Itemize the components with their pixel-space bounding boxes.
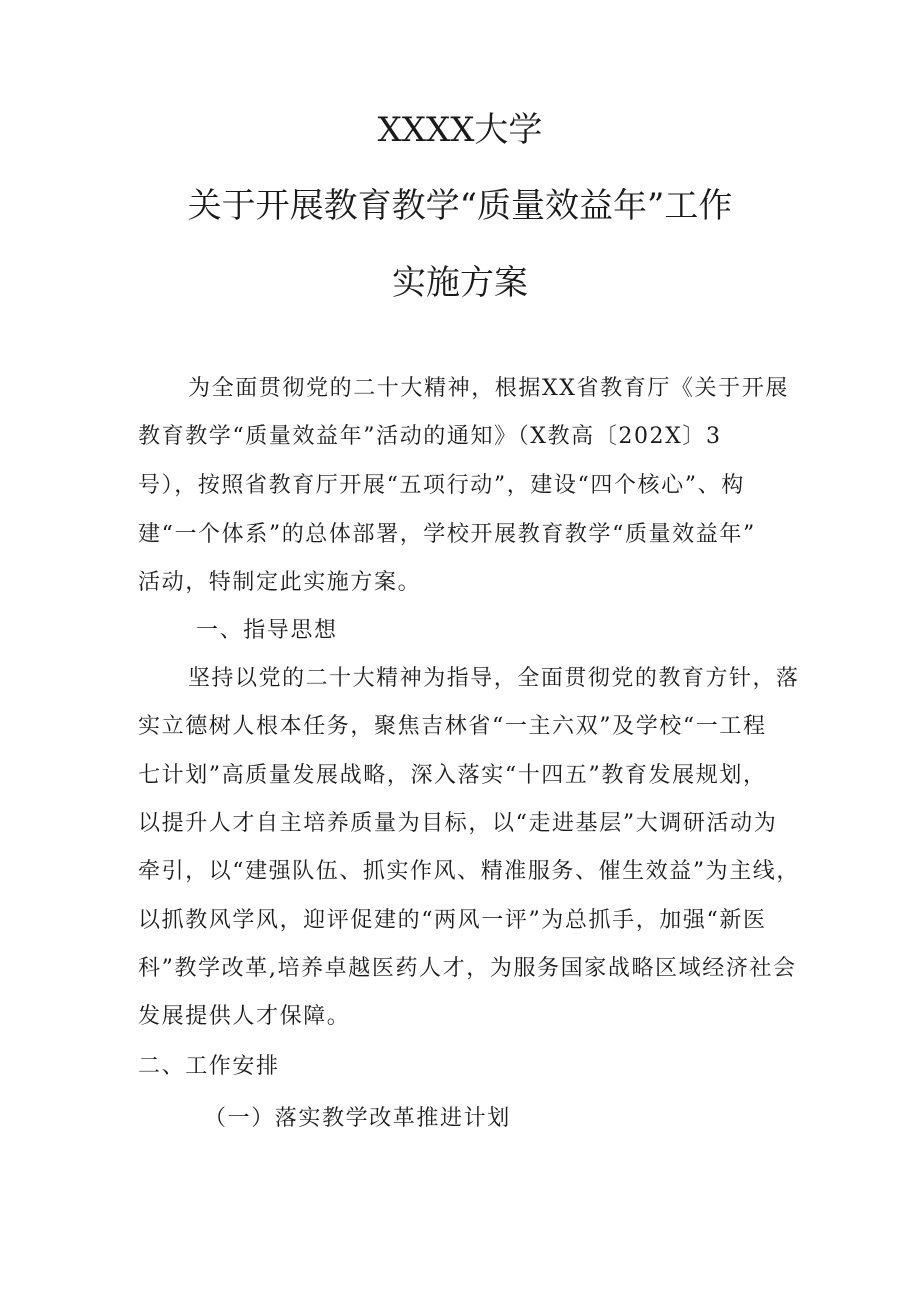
section1-line: 实立德树人根本任务，聚焦吉林省“一主六双”及学校“一工程 [138, 714, 767, 739]
intro-line: 教育教学“质量效益年”活动的通知》（X教高〔202X〕3 [138, 424, 722, 449]
intro-line: 活动，特制定此实施方案。 [138, 570, 422, 595]
section1-line: 牵引，以“建强队伍、抓实作风、精准服务、催生效益”为主线， [138, 859, 800, 884]
section1-line: 以提升人才自主培养质量为目标，以“走进基层”大调研活动为 [138, 811, 778, 836]
intro-line: 号），按照省教育厅开展“五项行动”，建设“四个核心”、构 [138, 473, 745, 498]
section1-line: 以抓教风学风，迎评促建的“两风一评”为总抓手，加强“新医 [138, 908, 767, 933]
section1-line: 七计划”高质量发展战略，深入落实“十四五”教育发展规划， [138, 763, 767, 788]
section1-line: 科”教学改革,培养卓越医药人才，为服务国家战略区域经济社会 [138, 956, 797, 981]
intro-line: 为全面贯彻党的二十大精神，根据XX省教育厅《关于开展 [188, 376, 789, 401]
document-title-type: 实施方案 [392, 263, 528, 303]
section1-line: 发展提供人才保障。 [138, 1004, 351, 1029]
document-title-subject: 关于开展教育教学“质量效益年”工作 [187, 186, 733, 226]
section-heading-work-arrangement: 二、工作安排 [138, 1054, 280, 1079]
document-title-university: XXXX大学 [377, 110, 543, 150]
section1-line: 坚持以党的二十大精神为指导，全面贯彻党的教育方针，落 [188, 666, 800, 691]
section-heading-guiding-ideology: 一、指导思想 [196, 618, 338, 643]
subsection-heading-reform-plan: （一）落实教学改革推进计划 [204, 1106, 511, 1131]
intro-line: 建“一个体系”的总体部署，学校开展教育教学“质量效益年” [138, 522, 756, 547]
